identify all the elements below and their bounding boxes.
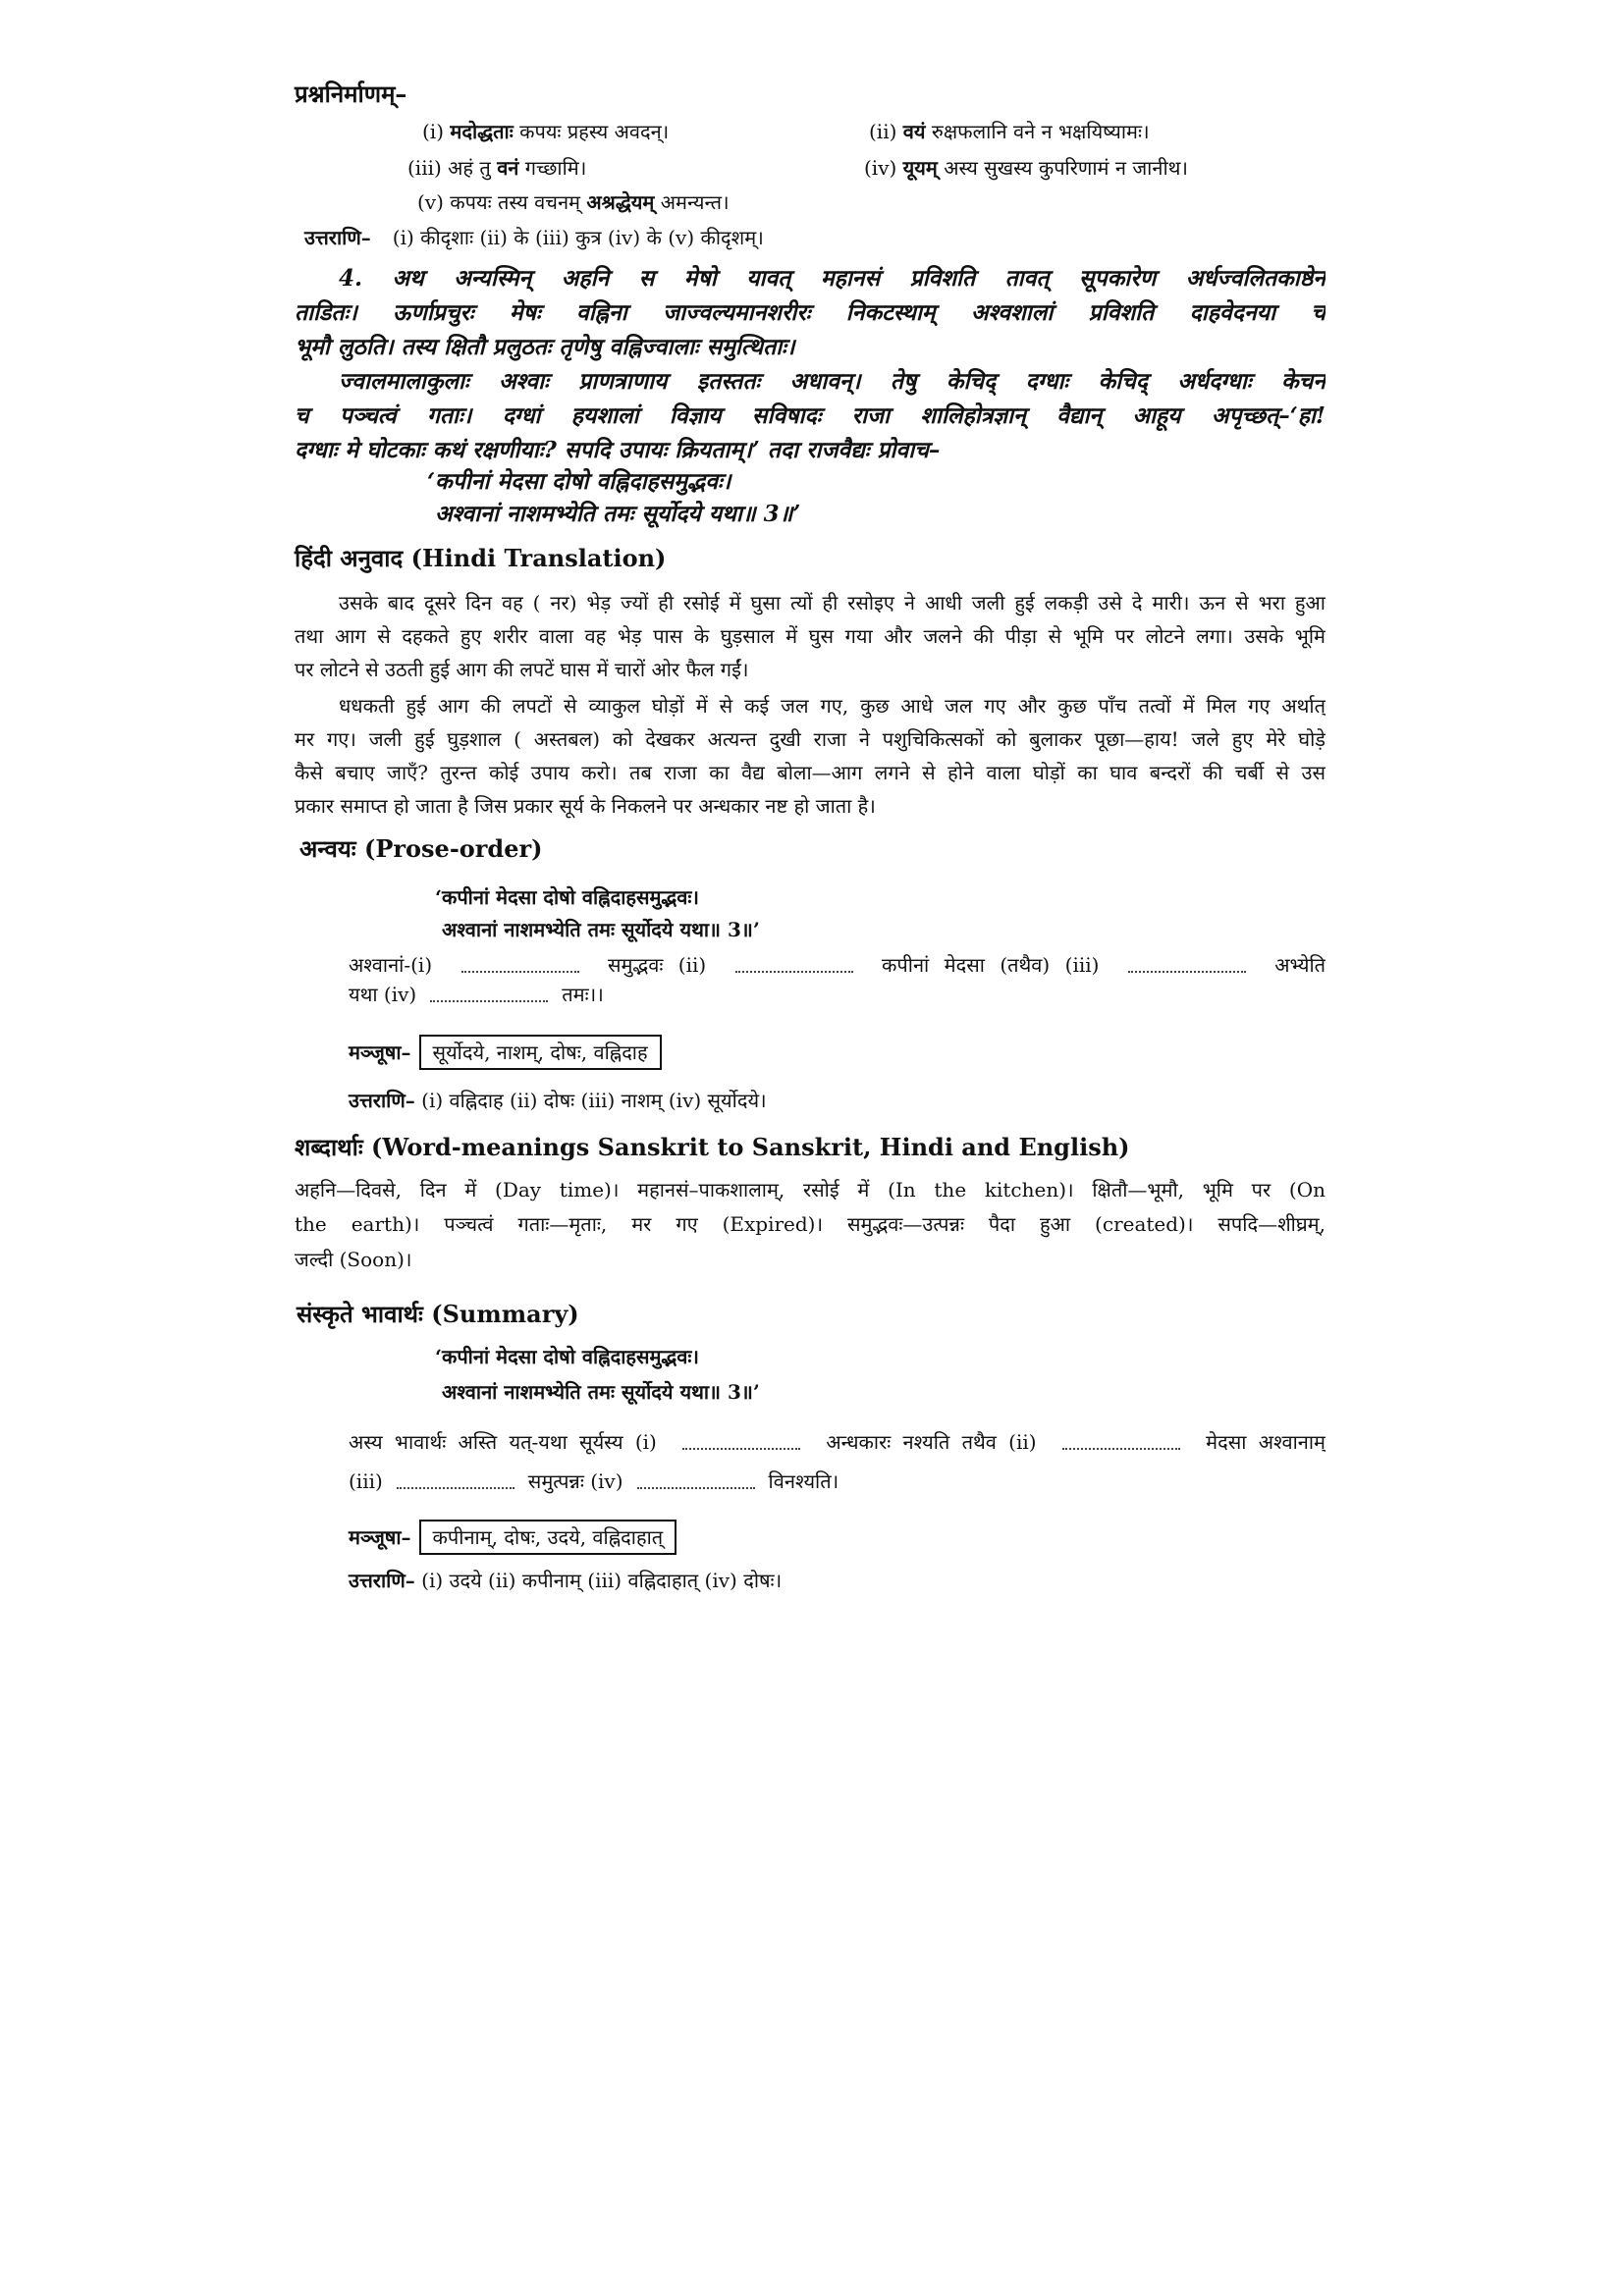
verse-line: अश्वानां नाशमभ्येति तमः सूर्योदये यथा॥ 3॥’ xyxy=(442,918,760,941)
word-box: कपीनाम्, दोषः, उदये, वह्निदाहात् xyxy=(419,1520,677,1555)
passage-line: भूमौ लुठति। तस्य क्षितौ प्रलुठतः तृणेषु वह्निज्वालाः समुत्थिताः। xyxy=(295,334,795,360)
translation-line: मर गए। जली हुई घुड़शाल ( अस्तबल) को देखकर अत्यन्त दुखी राजा ने पशुचिकित्सकों को बुलाकर पूछा—हाय! जले हुए मेरे घोड़े xyxy=(295,727,1325,751)
verse-line: अश्वानां नाशमभ्येति तमः सूर्योदये यथा॥ 3॥’ xyxy=(435,501,801,527)
section-heading-word-meanings: शब्दार्थाः (Word-meanings Sanskrit to Sanskrit, Hindi and English) xyxy=(295,1133,1130,1161)
fill-text: अभ्येति xyxy=(1274,953,1325,977)
meaning-line: the earth)। पञ्चत्वं गताः—मृताः, मर गए (Expired)। समुद्भवः—उत्पन्नः पैदा हुआ (created)। सपदि—शीघ्रम्, xyxy=(295,1212,1325,1236)
translation-line: उसके बाद दूसरे दिन वह ( नर) भेड़ ज्यों ही रसोई में घुसा त्यों ही रसोइए ने आधी जली हुई लकड़ी उसे दे मारी। ऊन से भरा हुआ xyxy=(339,591,1325,614)
word-box-line xyxy=(349,1520,676,1555)
question-item xyxy=(417,188,730,216)
passage-line: च पञ्चत्वं गताः। दग्धां हयशालां विज्ञाय सविषादः राजा शालिहोत्रज्ञान् वैद्यान् आहूय अपृच्छत्–‘हा! xyxy=(295,402,1325,429)
meaning-line: जल्दी (Soon)। xyxy=(295,1248,412,1271)
passage-line: ज्वालमालाकुलाः अश्वाः प्राणत्राणाय इतस्ततः अधावन्। तेषु केचिद् दग्धाः केचिद् अर्धदग्धाः केचन xyxy=(339,368,1325,395)
item-num: (ii) xyxy=(869,120,897,143)
bold-word: अश्रद्धेयम् xyxy=(586,190,655,214)
answers-label: उत्तराणि– xyxy=(349,1569,415,1592)
section-heading-prose-order: अन्वयः (Prose-order) xyxy=(299,834,543,863)
fill-text: (iii) xyxy=(349,1469,383,1493)
passage-line: 4. अथ अन्यस्मिन् अहनि स मेषो यावत् महानसं प्रविशति तावत् सूपकारेण अर्धज्वलितकाष्ठेन xyxy=(339,265,1325,292)
word-box-line xyxy=(349,1035,662,1070)
blank-field xyxy=(397,1477,514,1489)
answers-label: उत्तराणि– xyxy=(304,226,371,249)
word-box-label: मञ्जूषा– xyxy=(349,1525,411,1549)
blank-field xyxy=(637,1477,755,1489)
bold-word: वयं xyxy=(902,120,926,143)
answers-line xyxy=(304,224,764,251)
blank-field xyxy=(735,961,853,973)
fill-text: अन्धकारः नश्यति तथैव (ii) xyxy=(826,1430,1037,1454)
fill-text: विनश्यति। xyxy=(768,1469,839,1493)
item-text: गच्छामि। xyxy=(524,156,587,180)
fill-text: अश्वानां-(i) xyxy=(349,953,433,977)
item-text: अस्य सुखस्य कुपरिणामं न जानीथ। xyxy=(944,156,1188,180)
fill-text: समुद्भवः (ii) xyxy=(607,953,707,977)
fill-text: मेदसा अश्वानाम् xyxy=(1206,1430,1325,1454)
passage-line: ताडितः। ऊर्णाप्रचुरः मेषः वह्निना जाज्वल्यमानशरीरः निकटस्थाम् अश्वशालां प्रविशति दाहवेदनया च xyxy=(295,299,1325,326)
word-box: सूर्योदये, नाशम्, दोषः, वह्निदाह xyxy=(419,1035,662,1070)
item-num: (iii) xyxy=(407,156,442,180)
blank-field xyxy=(430,990,548,1002)
fill-blank-line xyxy=(349,1468,839,1495)
bold-word: मदोद्धताः xyxy=(450,120,514,143)
blank-field xyxy=(682,1438,800,1450)
translation-line: तथा आग से दहकते हुए शरीर वाला वह भेड़ पास के घुड़साल में घुस गया और जलने की पीड़ा से भूमि पर लोटने लगा। उसके भूमि xyxy=(295,624,1325,648)
item-text: रुक्षफलानि वने न भक्षयिष्यामः। xyxy=(931,120,1150,143)
answers-text: (i) कीदृशाः (ii) के (iii) कुत्र (iv) के (v) कीदृशम्। xyxy=(392,226,764,249)
translation-line: पर लोटने से उठती हुई आग की लपटें घास में चारों ओर फैल गईं। xyxy=(295,658,749,681)
fill-text: अस्य भावार्थः अस्ति यत्-यथा सूर्यस्य (i) xyxy=(349,1430,657,1454)
question-item xyxy=(422,118,669,145)
fill-text: समुत्पन्नः (iv) xyxy=(527,1469,623,1493)
verse-line: ‘कपीनां मेदसा दोषो वह्निदाहसमुद्भवः। xyxy=(435,1345,700,1368)
passage-line: दग्धाः मे घोटकाः कथं रक्षणीयाः? सपदि उपायः क्रियताम्।’ तदा राजवैद्यः प्रोवाच– xyxy=(295,437,941,463)
answers-text: (i) वह्निदाह (ii) दोषः (iii) नाशम् (iv) सूर्योदये। xyxy=(421,1089,767,1112)
translation-line: प्रकार समाप्त हो जाता है जिस प्रकार सूर्य के निकलने पर अन्धकार नष्ट हो जाता है। xyxy=(295,794,876,818)
fill-text: यथा (iv) xyxy=(349,983,417,1006)
fill-text: तमः।। xyxy=(562,983,604,1006)
question-item xyxy=(864,154,1188,182)
item-num: (iv) xyxy=(864,156,897,180)
question-item xyxy=(869,118,1150,145)
item-text: कपयः तस्य वचनम् xyxy=(450,190,581,214)
bold-word: वनं xyxy=(497,156,519,180)
item-text: अहं तु xyxy=(448,156,491,180)
meaning-line: अहनि—दिवसे, दिन में (Day time)। महानसं–पाकशालाम्, रसोई में (In the kitchen)। क्षितौ—भूमौ, भूमि पर (On xyxy=(295,1178,1325,1201)
fill-blank-line xyxy=(349,1428,1325,1460)
fill-blank-line xyxy=(349,981,604,1008)
word-box-label: मञ्जूषा– xyxy=(349,1041,411,1064)
item-num: (v) xyxy=(417,190,444,214)
section-heading-summary: संस्कृते भावार्थः (Summary) xyxy=(297,1300,579,1328)
section-heading-question-making: प्रश्ननिर्माणम्– xyxy=(295,80,407,108)
blank-field xyxy=(1128,961,1246,973)
question-item xyxy=(407,154,586,182)
answers-line xyxy=(349,1567,782,1594)
fill-blank-line xyxy=(349,951,1325,983)
translation-line: कैसे बचाए जाएँ? तुरन्त कोई उपाय करो। तब राजा का वैद्य बोला—आग लगने से होने वाला घोड़ों का घाव बन्दरों की चर्बी से उस xyxy=(295,761,1325,784)
verse-line: ‘कपीनां मेदसा दोषो वह्निदाहसमुद्भवः। xyxy=(427,468,731,495)
answers-label: उत्तराणि– xyxy=(349,1089,415,1112)
fill-text: कपीनां मेदसा (तथैव) (iii) xyxy=(882,953,1100,977)
item-num: (i) xyxy=(422,120,445,143)
item-text: कपयः प्रहस्य अवदन्। xyxy=(519,120,670,143)
section-heading-hindi-translation: हिंदी अनुवाद (Hindi Translation) xyxy=(295,544,667,572)
item-text: अमन्यन्त। xyxy=(660,190,730,214)
answers-line xyxy=(349,1087,767,1114)
answers-text: (i) उदये (ii) कपीनाम् (iii) वह्निदाहात् (iv) दोषः। xyxy=(421,1569,783,1592)
verse-line: अश्वानां नाशमभ्येति तमः सूर्योदये यथा॥ 3॥’ xyxy=(442,1380,760,1404)
blank-field xyxy=(1062,1438,1180,1450)
blank-field xyxy=(461,961,579,973)
bold-word: यूयम् xyxy=(902,156,938,180)
translation-line: धधकती हुई आग की लपटों से व्याकुल घोड़ों में से कई जल गए, कुछ आधे जल गए और कुछ पाँच तत्वों में मिल गए अर्थात् xyxy=(339,694,1325,718)
verse-line: ‘कपीनां मेदसा दोषो वह्निदाहसमुद्भवः। xyxy=(435,885,700,909)
